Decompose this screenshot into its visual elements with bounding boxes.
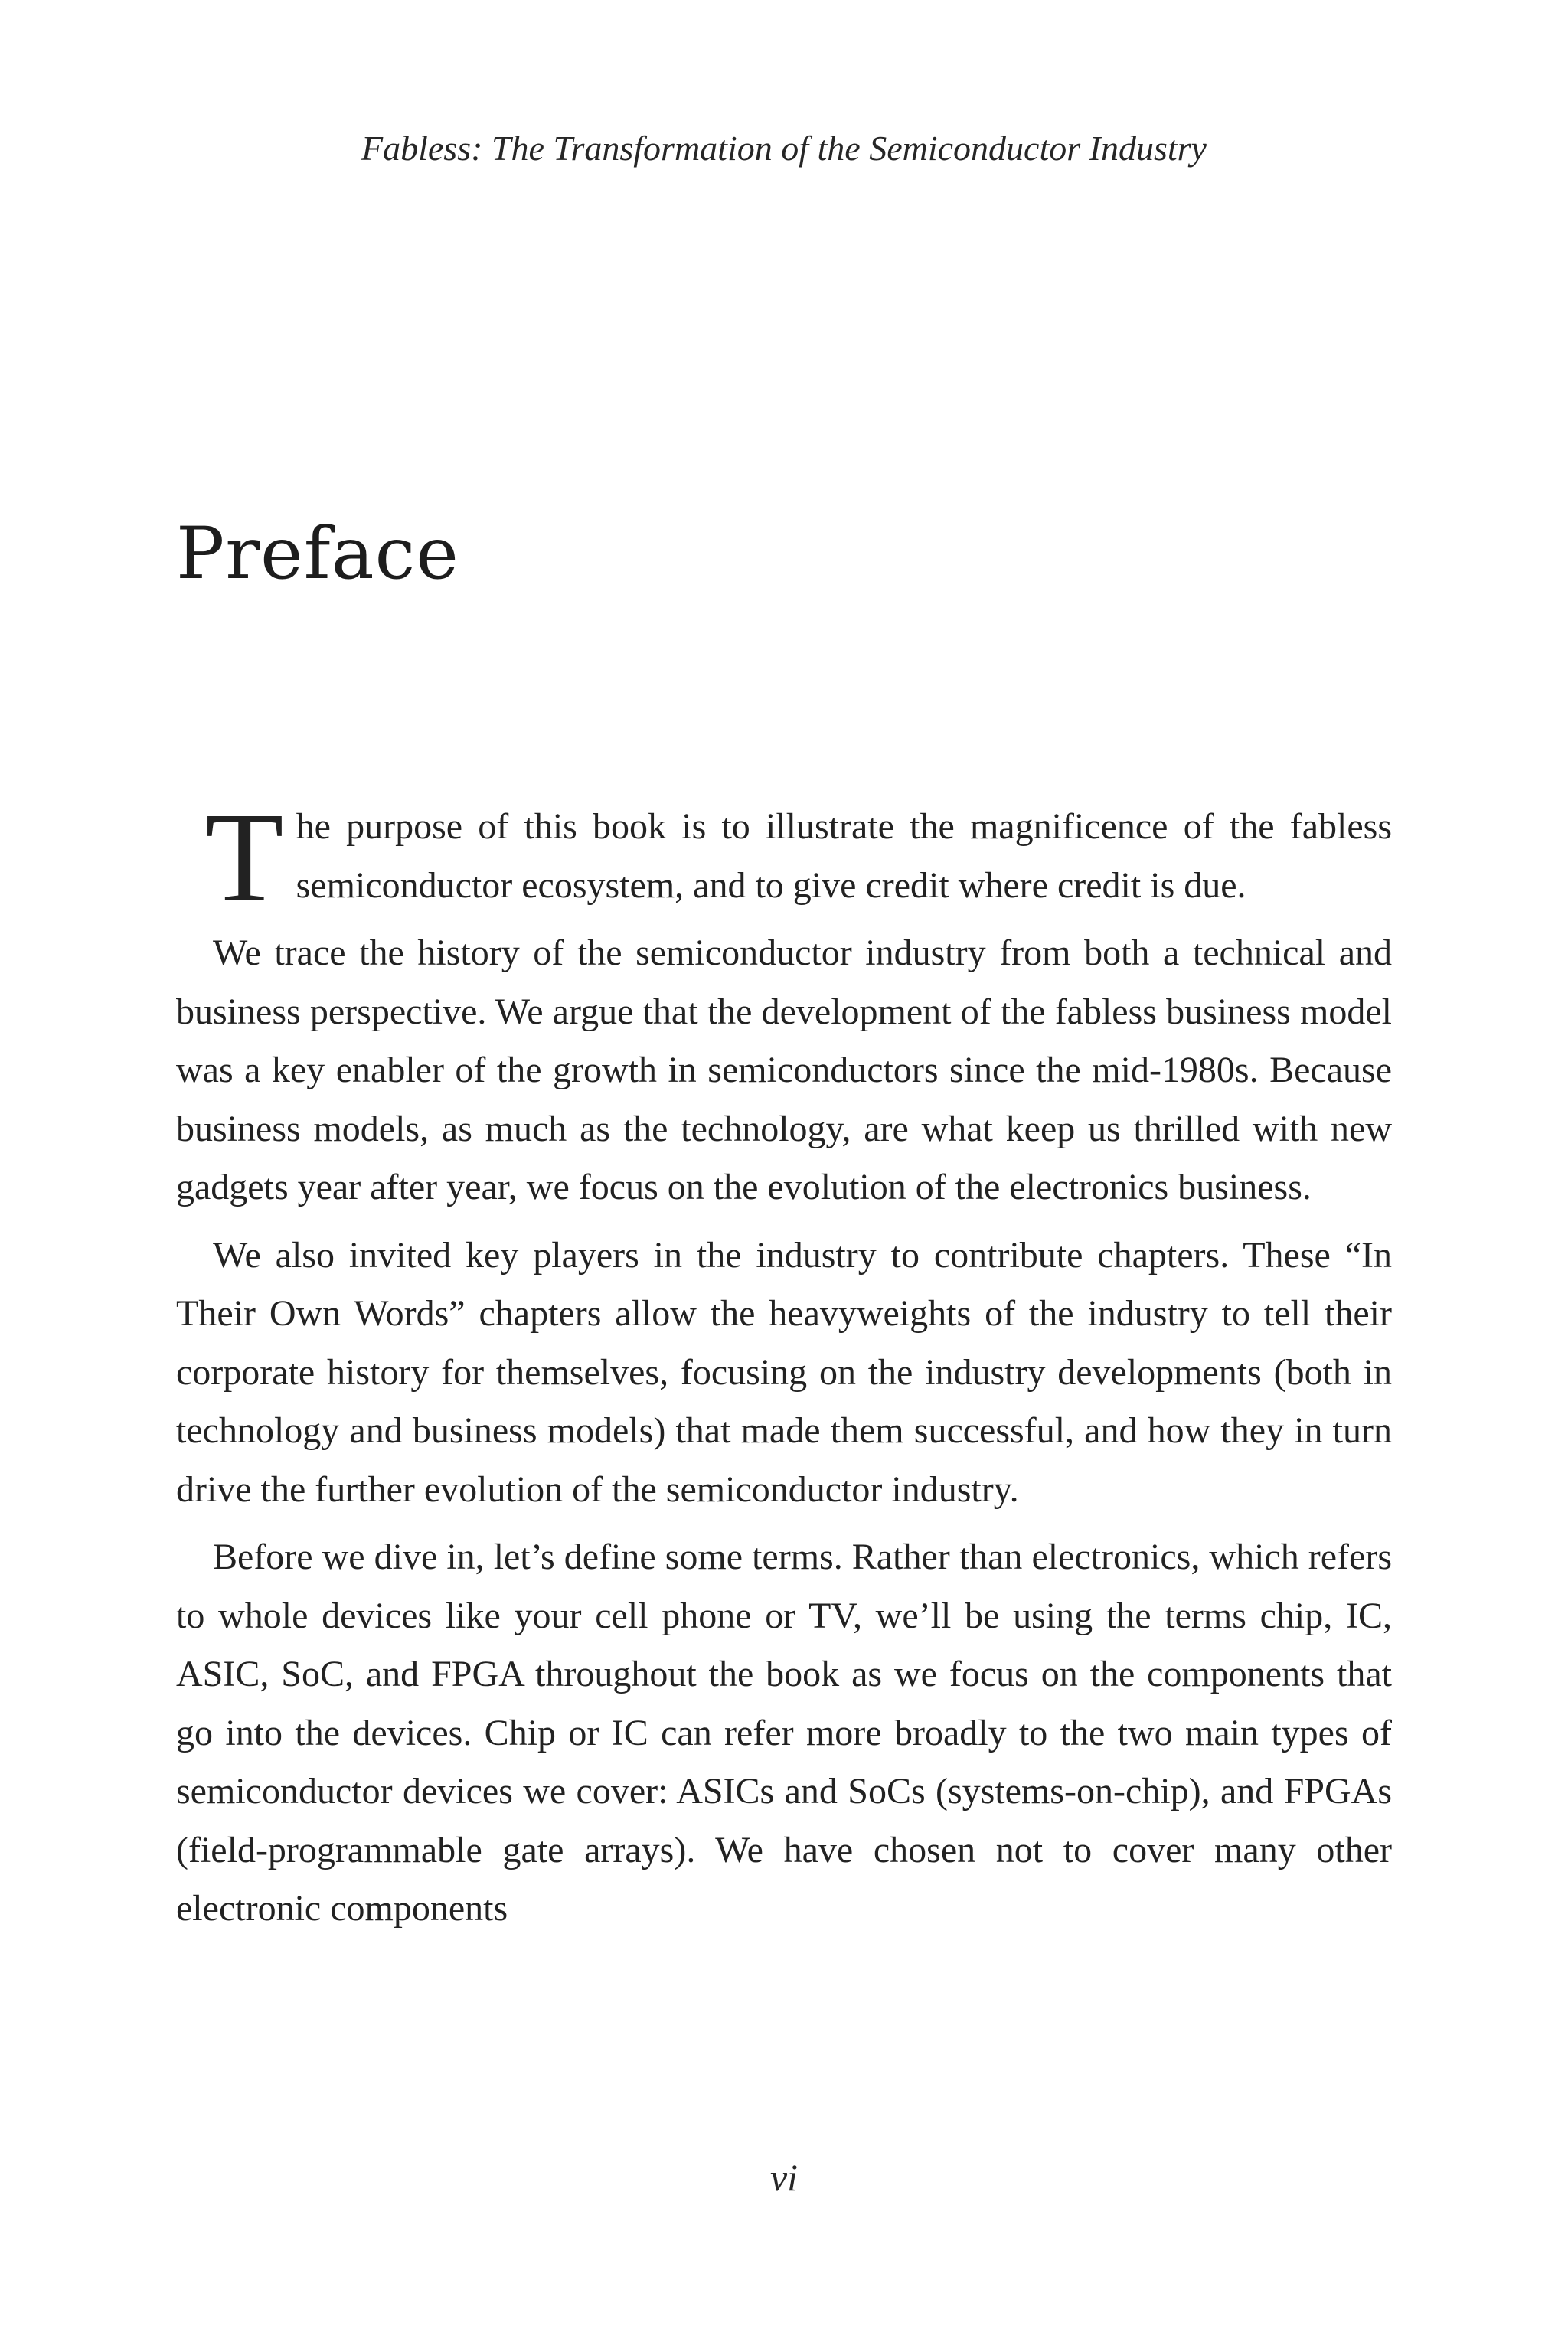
paragraph-2: We trace the history of the semiconductor industry from both a technical and business perspective. We argue that the development of the fabless business model was a key enabler of the growth in semiconductors since the mid-1980s. Because business models, as much as the technology, are what keep us thrilled with new gadgets year after year, we focus on the evolution of the electronics business. xyxy=(176,933,1392,1207)
paragraph-4: Before we dive in, let’s define some terms. Rather than electronics, which refers to whole devices like your cell phone or TV, we’ll be using the terms chip, IC, ASIC, SoC, and FPGA throughout the book as we focus on the components that go into the devices. Chip or IC can refer more broadly to the two main types of semiconductor devices we cover: ASICs and SoCs (systems-on-chip), and FPGAs (field-programmable gate arrays). We have chosen not to cover many other electronic components xyxy=(176,1537,1392,1929)
page-number: vi xyxy=(769,2156,799,2199)
paragraph-1 xyxy=(176,786,1392,929)
running-head: Fabless: The Transformation of the Semiconductor Industry xyxy=(361,129,1207,168)
chapter-title: Preface xyxy=(176,512,459,596)
paragraph-1-text: he purpose of this book is to illustrate the magnificence of the fabless semiconductor ecosystem, and to give credit where credit is due. xyxy=(296,806,1392,906)
drop-cap: T xyxy=(205,786,284,929)
chapter-body xyxy=(176,786,1392,1948)
paragraph-3: We also invited key players in the industry to contribute chapters. These “In Their Own Words” chapters allow the heavyweights of the industry to tell their corporate history for themselves, focusing on the industry developments (both in technology and business models) that made them successful, and how they in turn drive the further evolution of the semiconductor industry. xyxy=(176,1234,1392,1510)
